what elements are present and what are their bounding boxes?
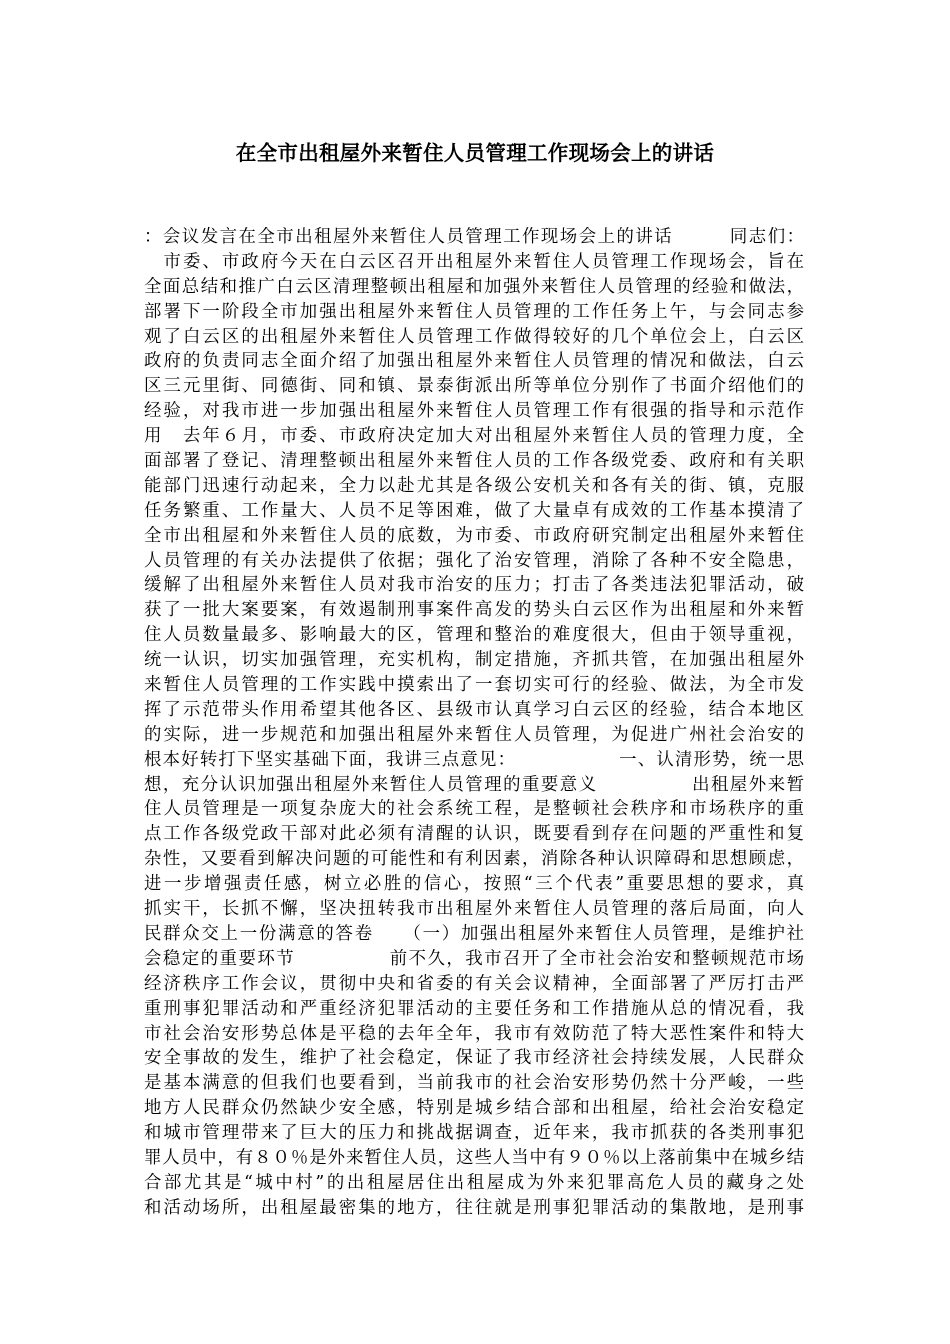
body-line: 观了白云区的出租屋外来暂住人员管理工作做得较好的几个单位会上，白云区 xyxy=(144,326,804,347)
document-title: 在全市出租屋外来暂住人员管理工作现场会上的讲话 xyxy=(235,141,715,165)
body-line: 是基本满意的但我们也要看到，当前我市的社会治安形势仍然十分严峻，一些 xyxy=(144,1073,804,1094)
body-line: 重刑事犯罪活动和严重经济犯罪活动的主要任务和工作措施从总的情况看，我 xyxy=(144,998,804,1019)
body-line: 杂性，又要看到解决问题的可能性和有利因素，消除各种认识障碍和思想顾虑， xyxy=(144,849,804,870)
body-line: 市委、市政府今天在白云区召开出租屋外来暂住人员管理工作现场会，旨在 xyxy=(144,251,804,272)
body-line: 地方人民群众仍然缺少安全感，特别是城乡结合部和出租屋，给社会治安稳定 xyxy=(144,1098,804,1119)
body-line: 全市出租屋和外来暂住人员的底数，为市委、市政府研究制定出租屋外来暂住 xyxy=(144,525,804,546)
body-line: 会稳定的重要环节 前不久，我市召开了全市社会治安和整顿规范市场 xyxy=(144,948,804,969)
body-line: 全面总结和推广白云区清理整顿出租屋和加强外来暂住人员管理的经验和做法， xyxy=(144,276,804,297)
body-line: 市社会治安形势总体是平稳的去年全年，我市有效防范了特大恶性案件和特大 xyxy=(144,1023,804,1044)
body-line: ：会议发言在全市出租屋外来暂住人员管理工作现场会上的讲话 同志们： xyxy=(144,227,804,247)
body-line: 政府的负责同志全面介绍了加强出租屋外来暂住人员管理的情况和做法，白云 xyxy=(144,351,804,372)
body-line: 来暂住人员管理的工作实践中摸索出了一套切实可行的经验、做法，为全市发 xyxy=(144,675,804,696)
body-line: 获了一批大案要案，有效遏制刑事案件高发的势头白云区作为出租屋和外来暂 xyxy=(144,600,804,621)
body-line: 和活动场所，出租屋最密集的地方，往往就是刑事犯罪活动的集散地，是刑事 xyxy=(144,1197,804,1218)
body-line: 用 去年６月，市委、市政府决定加大对出租屋外来暂住人员的管理力度，全 xyxy=(144,426,804,447)
body-line: 罪人员中，有８０％是外来暂住人员，这些人当中有９０％以上落前集中在城乡结 xyxy=(144,1147,804,1168)
body-line: 根本好转打下坚实基础下面，我讲三点意见： 一、认清形势，统一思 xyxy=(144,749,804,770)
body-line: 能部门迅速行动起来，全力以赴尤其是各级公安机关和各有关的街、镇，克服 xyxy=(144,475,804,496)
body-line: 面部署了登记、清理整顿出租屋外来暂住人员的工作各级党委、政府和有关职 xyxy=(144,451,804,472)
body-line: 部署下一阶段全市加强出租屋外来暂住人员管理的工作任务上午，与会同志参 xyxy=(144,301,804,322)
body-line: 经济秩序工作会议，贯彻中央和省委的有关会议精神，全面部署了严厉打击严 xyxy=(144,973,804,994)
body-line: 进一步增强责任感，树立必胜的信心，按照“三个代表”重要思想的要求，真 xyxy=(144,874,804,895)
document-body xyxy=(144,225,804,1221)
body-line: 和城市管理带来了巨大的压力和挑战据调查，近年来，我市抓获的各类刑事犯 xyxy=(144,1123,804,1144)
body-line: 想，充分认识加强出租屋外来暂住人员管理的重要意义 出租屋外来暂 xyxy=(144,774,804,795)
body-line: 缓解了出租屋外来暂住人员对我市治安的压力；打击了各类违法犯罪活动，破 xyxy=(144,575,804,596)
body-line: 民群众交上一份满意的答卷 （一）加强出租屋外来暂住人员管理，是维护社 xyxy=(144,923,804,944)
body-line: 合部尤其是“城中村”的出租屋居住出租屋成为外来犯罪高危人员的藏身之处 xyxy=(144,1172,804,1193)
body-line: 点工作各级党政干部对此必须有清醒的认识，既要看到存在问题的严重性和复 xyxy=(144,824,804,845)
body-line: 安全事故的发生，维护了社会稳定，保证了我市经济社会持续发展，人民群众 xyxy=(144,1048,804,1069)
body-line: 住人员数量最多、影响最大的区，管理和整治的难度很大，但由于领导重视， xyxy=(144,625,804,646)
body-line: 挥了示范带头作用希望其他各区、县级市认真学习白云区的经验，结合本地区 xyxy=(144,699,804,720)
body-line: 统一认识，切实加强管理，充实机构，制定措施，齐抓共管，在加强出租屋外 xyxy=(144,650,804,671)
body-line: 区三元里街、同德街、同和镇、景泰街派出所等单位分别作了书面介绍他们的 xyxy=(144,376,804,397)
body-line: 住人员管理是一项复杂庞大的社会系统工程，是整顿社会秩序和市场秩序的重 xyxy=(144,799,804,820)
body-line: 任务繁重、工作量大、人员不足等困难，做了大量卓有成效的工作基本摸清了 xyxy=(144,500,804,521)
body-line: 经验，对我市进一步加强出租屋外来暂住人员管理工作有很强的指导和示范作 xyxy=(144,401,804,422)
body-line: 的实际，进一步规范和加强出租屋外来暂住人员管理，为促进广州社会治安的 xyxy=(144,724,804,745)
body-line: 抓实干，长抓不懈，坚决扭转我市出租屋外来暂住人员管理的落后局面，向人 xyxy=(144,899,804,920)
body-line: 人员管理的有关办法提供了依据；强化了治安管理，消除了各种不安全隐患， xyxy=(144,550,804,571)
